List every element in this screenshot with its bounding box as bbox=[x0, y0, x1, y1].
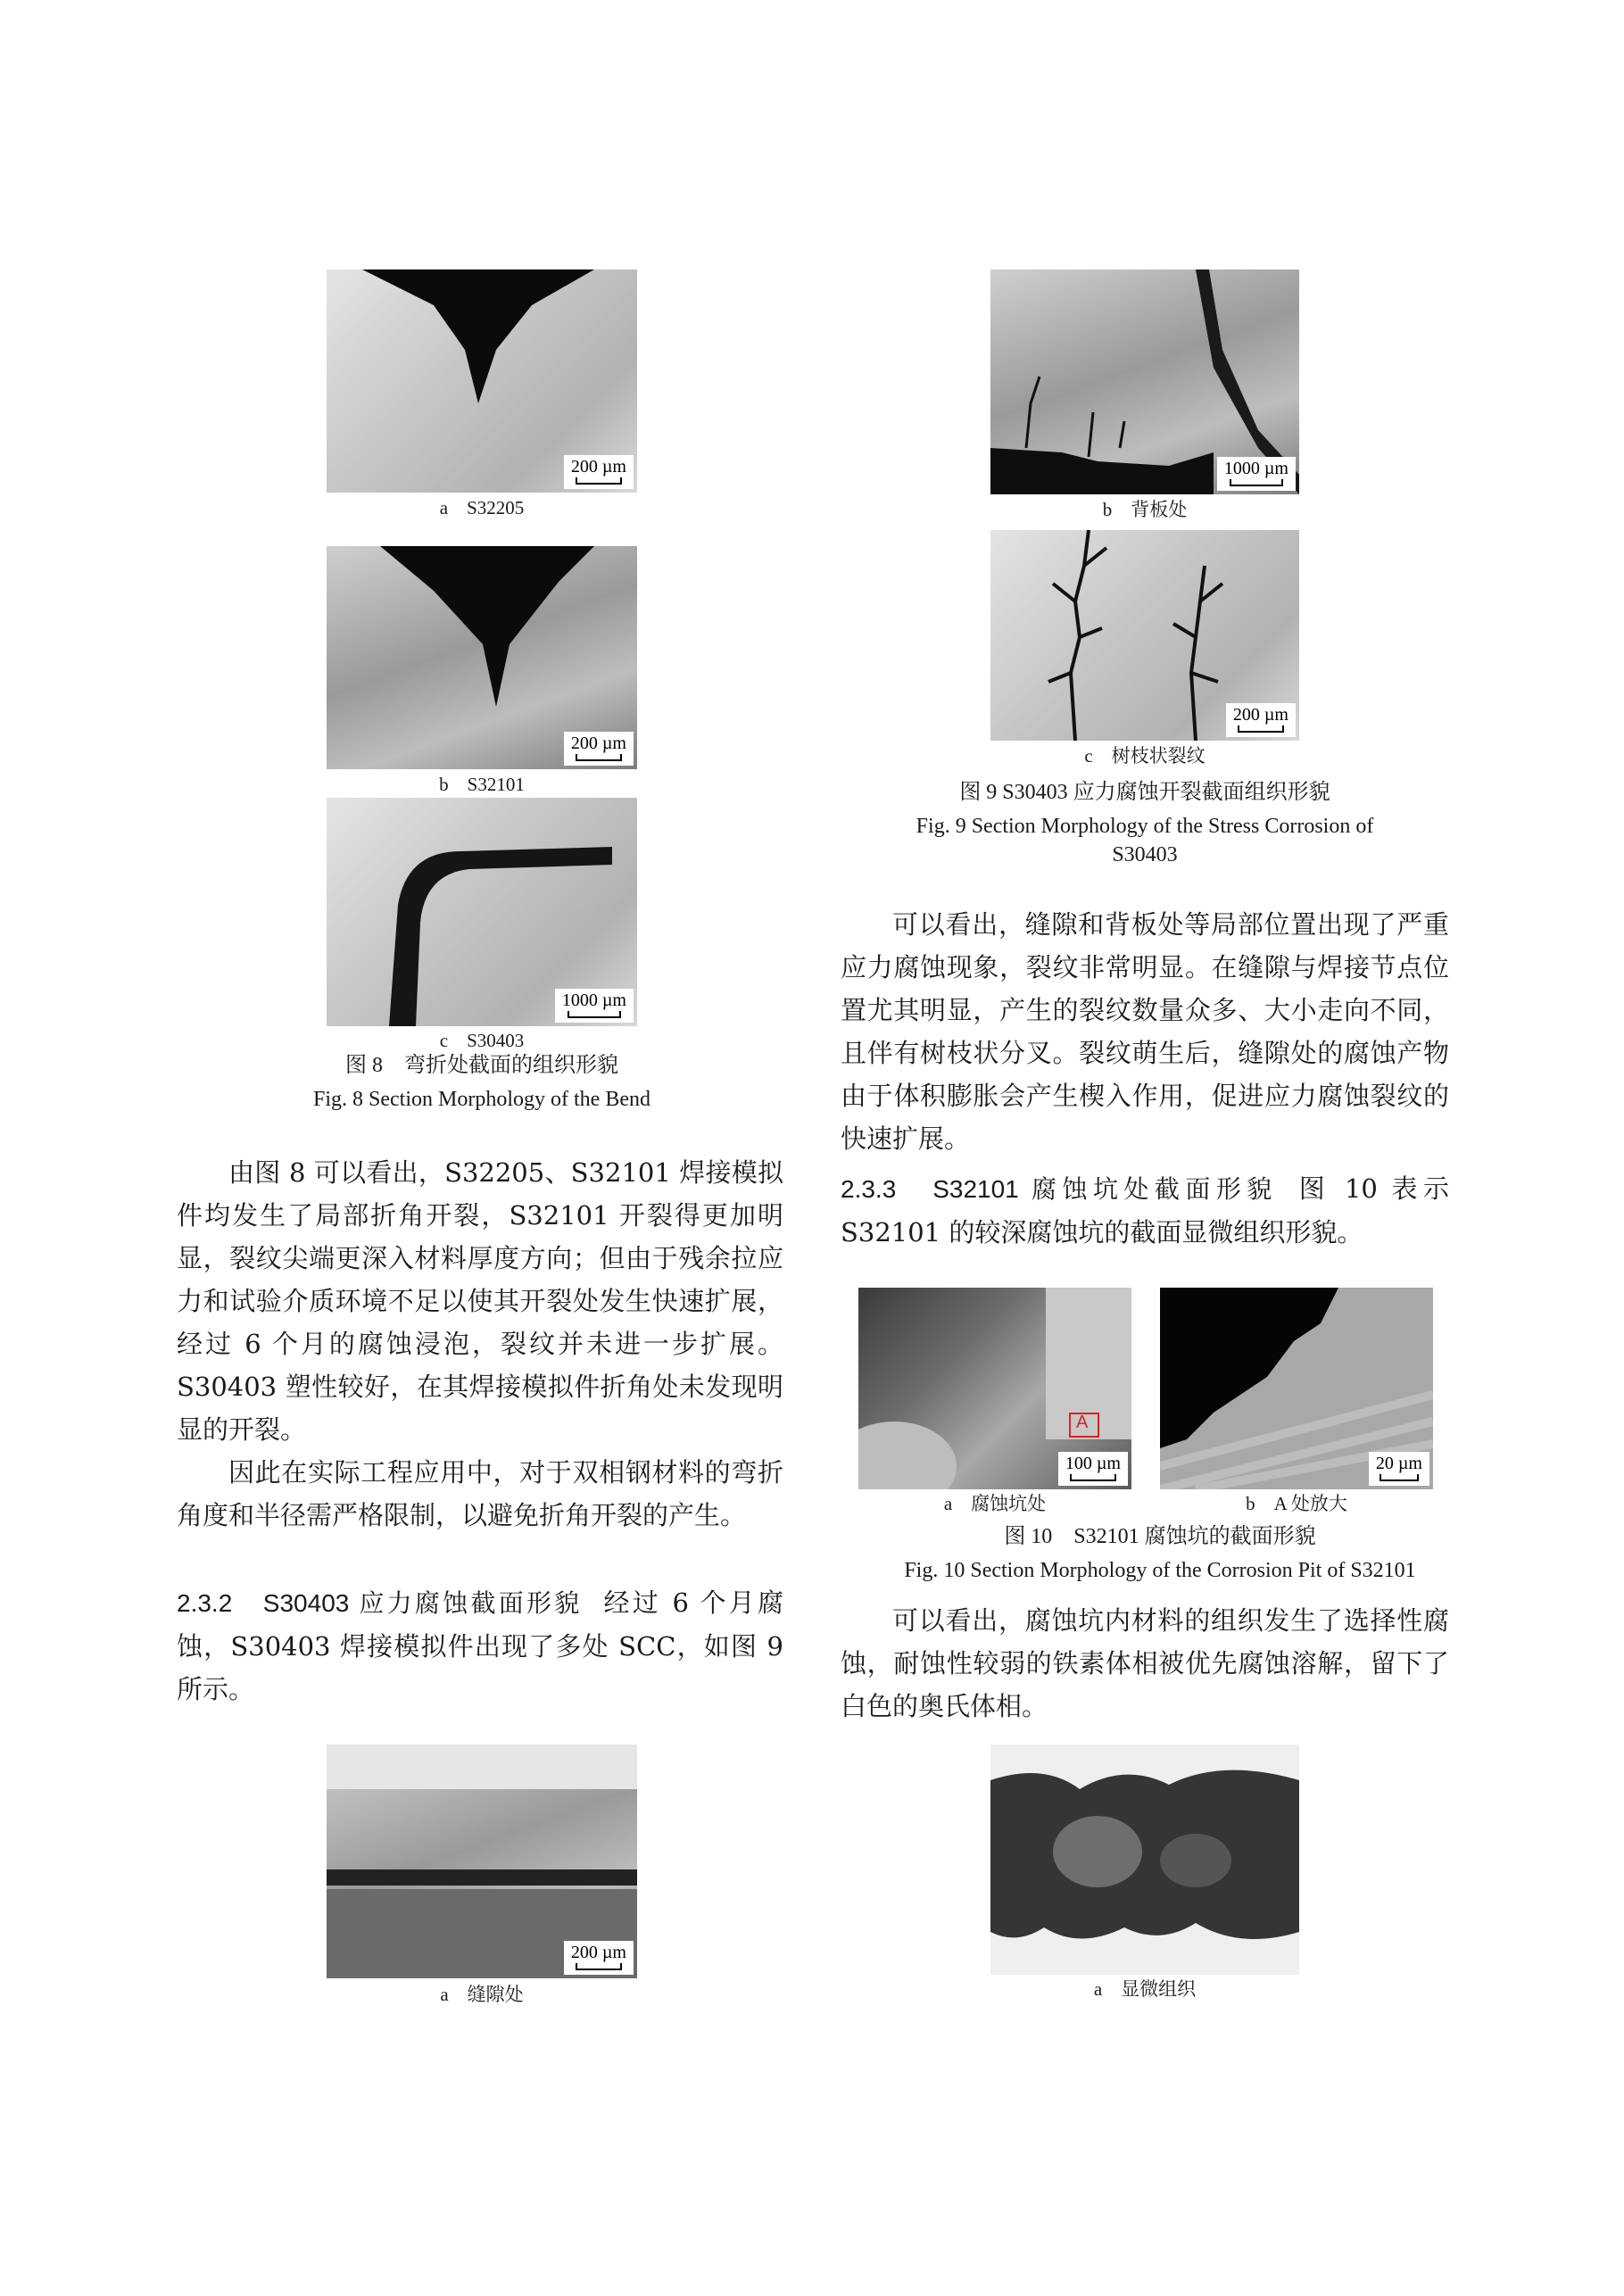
left-paragraph-1: 由图 8 可以看出，S32205、S32101 焊接模拟件均发生了局部折角开裂，S32101 开裂得更加明显，裂纹尖端更深入材料厚度方向；但由于残余拉应力和试验介质环境不足以使其开裂处发生快速扩展，经过 6 个月的腐蚀浸泡，裂纹并未进一步扩展。S30403 塑性较好，在其焊接模拟件折角处未发现明显的开裂。 bbox=[177, 1157, 783, 1445]
fig9b-scale-bar: 1000 µm bbox=[1217, 457, 1296, 491]
fig8c-micrograph bbox=[327, 798, 637, 1026]
right-paragraph-2: 图 10 表示 S32101 的较深腐蚀坑的截面显微组织形貌。 bbox=[841, 1173, 1450, 1247]
fig8a-label: a S32205 bbox=[439, 497, 525, 518]
heading-2-3-3: 2.3.3 S32101 腐蚀坑处截面形貌 bbox=[841, 1175, 1278, 1203]
fig8a-scale-bar: 200 µm bbox=[564, 455, 634, 489]
fig8b-label: b S32101 bbox=[439, 774, 525, 795]
fig8-caption-en: Fig. 8 Section Morphology of the Bend bbox=[313, 1088, 650, 1111]
fig10a-micrograph bbox=[858, 1288, 1131, 1489]
fig8b-scale-bar: 200 µm bbox=[564, 732, 634, 766]
fig9a-micrograph bbox=[327, 1745, 637, 1978]
fig10b-scale-bar: 20 µm bbox=[1369, 1452, 1429, 1486]
right-section-2-3-3 bbox=[841, 1167, 1449, 1254]
fig10b-micrograph bbox=[1160, 1288, 1433, 1489]
fig8-caption-cn: 图 8 弯折处截面的组织形貌 bbox=[345, 1054, 618, 1077]
fig9-caption-cn: 图 9 S30403 应力腐蚀开裂截面组织形貌 bbox=[959, 781, 1330, 804]
fig-bottom-right-micrograph bbox=[990, 1745, 1299, 1975]
fig10a-scale-bar: 100 µm bbox=[1058, 1452, 1128, 1486]
right-paragraph-3: 可以看出，腐蚀坑内材料的组织发生了选择性腐蚀，耐蚀性较弱的铁素体相被优先腐蚀溶解，留下了白色的奥氏体相。 bbox=[841, 1605, 1449, 1721]
fig9a-scale-bar: 200 µm bbox=[564, 1941, 634, 1975]
fig9-caption-en: Fig. 9 Section Morphology of the Stress Corrosion of S30403 bbox=[916, 815, 1374, 866]
fig10-caption-en: Fig. 10 Section Morphology of the Corrosion Pit of S32101 bbox=[904, 1559, 1416, 1582]
fig9c-label: c 树枝状裂纹 bbox=[1084, 745, 1206, 767]
fig9c-micrograph bbox=[990, 530, 1299, 741]
fig8a-micrograph bbox=[327, 269, 637, 493]
bottom-right-phase-shape bbox=[990, 1745, 1299, 1975]
fig8c-label: c S30403 bbox=[439, 1030, 525, 1051]
fig10a-region-marker: A bbox=[1069, 1413, 1099, 1438]
fig9c-scale-bar: 200 µm bbox=[1226, 703, 1296, 737]
fig9a-label: a 缝隙处 bbox=[440, 1984, 524, 2005]
fig9b-label: b 背板处 bbox=[1102, 499, 1188, 520]
fig10b-label: b A 处放大 bbox=[1246, 1493, 1347, 1514]
fig9b-micrograph bbox=[990, 269, 1299, 494]
left-section-2-3-2 bbox=[177, 1581, 783, 1711]
fig8c-scale-bar: 1000 µm bbox=[555, 989, 634, 1023]
right-paragraph-1: 可以看出，缝隙和背板处等局部位置出现了严重应力腐蚀现象，裂纹非常明显。在缝隙与焊接节点位置尤其明显，产生的裂纹数量众多、大小走向不同，且伴有树枝状分叉。裂纹萌生后，缝隙处的腐蚀产物由于体积膨胀会产生楔入作用，促进应力腐蚀裂纹的快速扩展。 bbox=[841, 909, 1449, 1154]
left-paragraph-2: 因此在实际工程应用中，对于双相钢材料的弯折角度和半径需严格限制，以避免折角开裂的产生。 bbox=[177, 1457, 783, 1530]
fig10-caption-cn: 图 10 S32101 腐蚀坑的截面形貌 bbox=[1004, 1525, 1316, 1548]
fig8b-micrograph bbox=[327, 546, 637, 769]
fig10a-label: a 腐蚀坑处 bbox=[943, 1493, 1047, 1514]
heading-2-3-2: 2.3.2 S30403 应力腐蚀截面形貌 bbox=[177, 1589, 583, 1617]
fig-bottom-right-label: a 显微组织 bbox=[1093, 1978, 1197, 2000]
left-paragraph-3: 经过 6 个月腐蚀，S30403 焊接模拟件出现了多处 SCC，如图 9 所示。 bbox=[177, 1587, 783, 1704]
